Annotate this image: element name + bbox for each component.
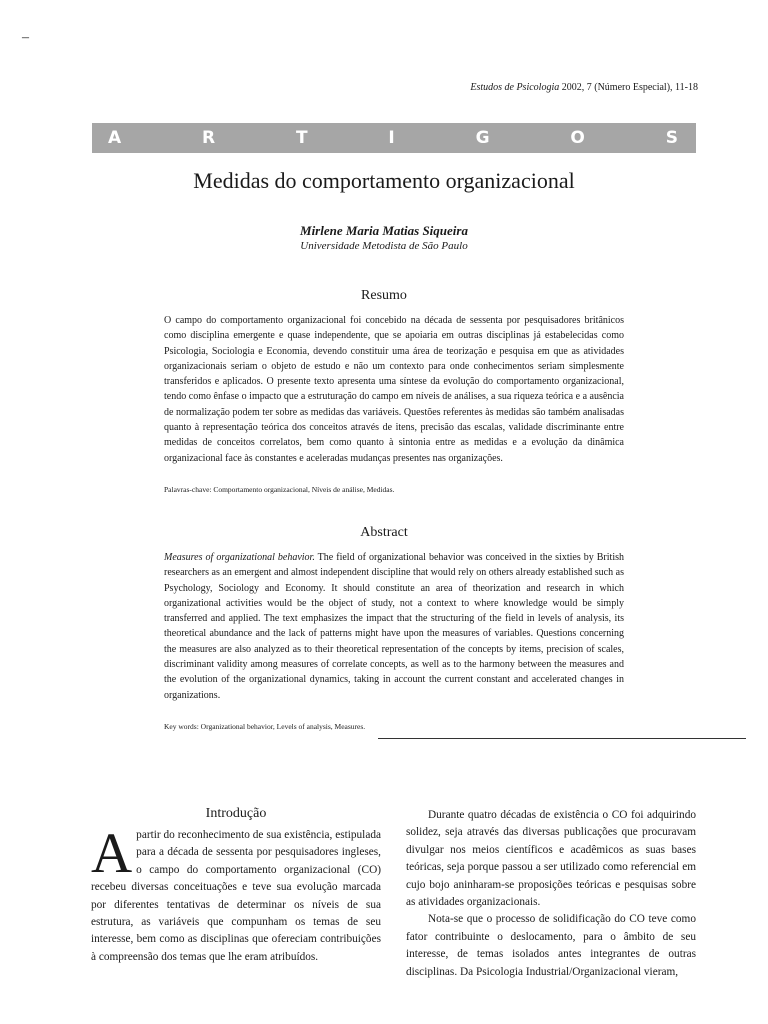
resumo-heading: Resumo [361,288,407,303]
resumo-keywords: Palavras-chave: Comportamento organizacional, Níveis de análise, Medidas. [164,485,395,494]
drop-cap: A [91,822,133,885]
article-title: Medidas do comportamento organizacional [193,168,575,193]
journal-citation [470,82,698,93]
banner-letter: R [202,128,218,148]
abstract-text [164,550,624,703]
section-divider [378,738,746,739]
citation-details: 2002, 7 (Número Especial), 11-18 [559,82,698,93]
banner-letter: T [295,128,310,148]
page-marker-dash: – [22,30,29,45]
author-affiliation: Universidade Metodista de São Paulo [300,240,468,252]
banner-letter: A [108,128,124,148]
intro-heading: Introdução [205,806,267,821]
intro-right-paragraph-2: Nota-se que o processo de solidificação do CO teve como fator contribuinte o deslocamento, para o âmbito de seu interesse, de temas isolados antes integrantes de outras disciplinas. Da Psicologia Industrial/Organizacional vieram, [406,913,696,978]
abstract-lead-title: Measures of organizational behavior. [164,552,315,563]
intro-right-column [406,807,696,981]
author-name: Mirlene Maria Matias Siqueira [300,223,468,238]
abstract-heading: Abstract [360,525,408,540]
abstract-keywords: Key words: Organizational behavior, Levels of analysis, Measures. [164,722,366,731]
resumo-text: O campo do comportamento organizacional foi concebido na década de sessenta por pesquisadores britânicos como disciplina emergente e quase independente, que se apoiaria em outras disciplinas já estabelecidas como Psicologia, Sociologia e Economia, devendo constituir uma área de teorização e pesquisa em que as atividades organizacionais seriam o objeto de estudo e não um contexto para onde conhecimentos seriam simplesmente transferidos e aplicados. O presente texto apresenta uma síntese da evolução do comportamento organizacional, tendo como ênfase o impacto que a estruturação do campo em níveis de análises, a sua riqueza teórica e a ausência de normalização podem ter sobre as medidas das variáveis. Questões referentes às medidas são também analisadas quanto à representação teórica dos conceitos através de itens, precisão das escalas, validade discriminante entre medidas de conceitos correlatos, bem como quanto à sintonia entre as medidas e a evolução da dinâmica organizacional face às constantes e aceleradas mudanças presentes nas organizações. [164,315,624,464]
banner-letter: I [388,128,397,148]
journal-name: Estudos de Psicologia [470,82,560,93]
abstract-body: The field of organizational behavior was conceived in the sixties by British researchers as an emergent and almost independent discipline that would rely on others already established such as Psychology, Sociology and Economy. It should constitute an area of theorization and research in which organizational activities would be the object of study, not a context to where knowledge would be simply transferred and applied. The text emphasizes the impact that the structuring of the field in levels of analysis, its theoretical abundance and the lack of patterns might have upon the measures of variables. Questions concerning the measures are also analyzed as to their theoretical representation of the concepts by items, precision of scales, discriminant validity among measures of correlate concepts, as well as to the harmony between the measures and the evolution of the organizational dynamics, taking in account the current constant and accelerated changes in organizations. [164,552,624,701]
intro-left-column [91,822,381,966]
intro-left-text: partir do reconhecimento de sua existência, estipulada para a década de sessenta por pesquisadores ingleses, o campo do comportamento organizacional (CO) recebeu diversas conceituações e teve sua evolução marcada por diferentes tentativas de determinar os níveis de sua estrutura, as variáveis que compunham os temas de seu interesse, bem como as disciplinas que ofereciam contribuições à compreensão dos temas que lhe eram atribuídos. [91,829,381,963]
banner-letter: G [475,128,492,148]
banner-letter: S [665,128,680,148]
banner-letter: O [570,128,587,148]
intro-right-paragraph-1: Durante quatro décadas de existência o CO foi adquirindo solidez, seja através das diversas publicações que procuravam divulgar nos meios científicos e acadêmicos as suas bases teóricas, seja porque passou a ser utilizado como referencial em cujo bojo aninharam-se proposições teóricas e pesquisas sobre as atividades organizacionais. [406,809,696,909]
section-banner-artigos [92,123,696,153]
